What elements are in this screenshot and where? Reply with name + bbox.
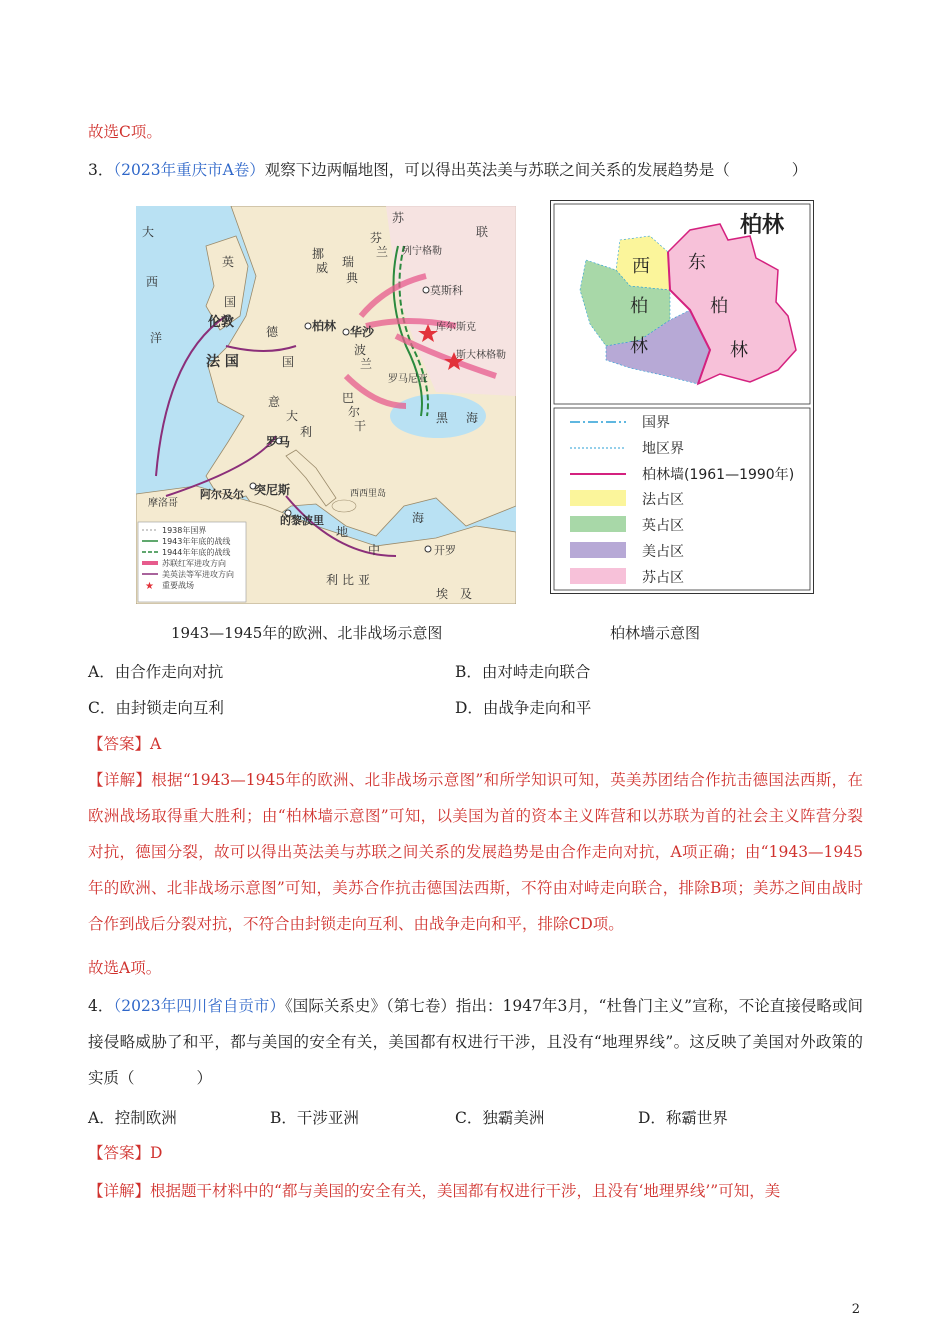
svg-text:典: 典	[346, 271, 359, 285]
q3-option-c[interactable]: C．由封锁走向互利	[88, 699, 224, 717]
svg-text:国: 国	[282, 355, 295, 369]
svg-text:大: 大	[142, 225, 155, 239]
svg-text:法 国: 法 国	[206, 354, 239, 370]
svg-text:1938年国界: 1938年国界	[162, 526, 207, 535]
svg-text:西: 西	[146, 275, 159, 289]
previous-conclusion: 故选C项。	[88, 123, 162, 141]
svg-text:波: 波	[354, 343, 367, 357]
q3-option-b[interactable]: B．由对峙走向联合	[455, 663, 591, 681]
svg-text:威: 威	[316, 261, 329, 275]
legend-british: 英占区	[642, 518, 684, 534]
svg-text:库尔斯克: 库尔斯克	[436, 322, 476, 333]
legend-border: 国界	[642, 415, 670, 431]
svg-text:利: 利	[326, 573, 339, 587]
east-char-2: 柏	[710, 296, 728, 317]
svg-text:华沙: 华沙	[350, 325, 375, 339]
q4-analysis	[88, 1181, 863, 1201]
svg-text:大: 大	[286, 409, 299, 423]
q3-answer: 【答案】A	[88, 735, 162, 753]
svg-text:突尼斯: 突尼斯	[254, 483, 291, 497]
svg-text:芬: 芬	[370, 231, 383, 245]
svg-text:尔: 尔	[348, 405, 361, 419]
svg-text:国: 国	[224, 295, 237, 309]
legend-american: 美占区	[642, 544, 684, 560]
svg-text:罗马: 罗马	[266, 435, 291, 449]
east-char-1: 东	[688, 252, 706, 273]
question-4-stem	[88, 988, 863, 1096]
europe-war-map	[136, 206, 516, 608]
analysis-text: 根据“1943—1945年的欧洲、北非战场示意图”和所学知识可知，英美苏团结合作抗击德国法西斯，在欧洲战场取得重大胜利；由“柏林墙示意图”可知，以美国为首的资本主义阵营和以苏联为首的社会主义阵营分裂对抗，德国分裂，故可以得出英法美与苏联之间关系的发展趋势是由合作走向对抗，A项正确；由“1943—1945年的欧洲、北非战场示意图”可知，美苏合作抗击德国法西斯，不符由对峙走向联合，排除B项；美苏之间由战时合作到战后分裂对抗，不符合由封锁走向互利、由战争走向和平，排除CD项。	[88, 771, 863, 933]
analysis-label: 【详解】	[88, 1182, 151, 1200]
q4-option-c[interactable]: C．独霸美洲	[455, 1109, 545, 1127]
svg-text:莫斯科: 莫斯科	[430, 284, 463, 297]
question-number: 4．	[88, 997, 114, 1015]
svg-text:海: 海	[412, 511, 425, 525]
svg-text:兰: 兰	[376, 245, 389, 259]
legend-french: 法占区	[642, 492, 684, 508]
west-char-3: 林	[630, 336, 648, 357]
east-char-3: 林	[730, 340, 748, 361]
svg-text:挪: 挪	[312, 247, 325, 261]
svg-text:开罗: 开罗	[434, 544, 456, 557]
question-text: 观察下边两幅地图，可以得出英法美与苏联之间关系的发展趋势是（ ）	[264, 161, 808, 179]
west-char-2: 柏	[630, 296, 648, 317]
svg-text:苏: 苏	[392, 211, 405, 225]
svg-text:干: 干	[354, 419, 367, 433]
svg-text:苏联红军进攻方向: 苏联红军进攻方向	[162, 559, 226, 568]
svg-text:德: 德	[266, 325, 279, 339]
svg-text:列宁格勒: 列宁格勒	[402, 246, 442, 257]
q4-option-d[interactable]: D．称霸世界	[638, 1109, 728, 1127]
svg-text:利: 利	[300, 425, 313, 439]
berlin-wall-map	[550, 200, 814, 598]
question-source: （2023年重庆市A卷）	[113, 161, 265, 179]
right-figure-caption: 柏林墙示意图	[610, 624, 701, 642]
svg-text:重要战场: 重要战场	[162, 581, 194, 590]
svg-text:1944年年底的战线: 1944年年底的战线	[162, 548, 231, 557]
svg-text:联: 联	[476, 225, 489, 239]
q3-analysis	[88, 762, 863, 942]
question-3-stem	[88, 160, 807, 180]
q4-option-b[interactable]: B．干涉亚洲	[270, 1109, 359, 1127]
legend-district: 地区界	[642, 441, 684, 457]
svg-text:英: 英	[222, 255, 235, 269]
svg-text:地: 地	[336, 525, 349, 539]
svg-text:海: 海	[466, 411, 479, 425]
svg-text:伦敦: 伦敦	[208, 315, 235, 330]
q3-conclusion: 故选A项。	[88, 959, 162, 977]
svg-text:洋: 洋	[150, 331, 163, 345]
page-number: 2	[851, 1302, 860, 1317]
legend-wall: 柏林墙(1961—1990年)	[642, 467, 795, 483]
question-source: （2023年四川省自贡市）	[113, 997, 285, 1015]
svg-text:斯大林格勒: 斯大林格勒	[456, 350, 506, 361]
left-figure-caption: 1943—1945年的欧洲、北非战场示意图	[171, 624, 443, 642]
question-text: 《国际关系史》（第七卷）指出：1947年3月，“杜鲁门主义”宣称，不论直接侵略或间接侵略威胁了和平，都与美国的安全有关，美国都有权进行干涉，且没有“地理界线”。这反映了美国对外政策的实质（ ）	[88, 997, 863, 1087]
svg-text:哥: 哥	[168, 498, 178, 509]
svg-text:西西里岛: 西西里岛	[350, 489, 387, 499]
analysis-text: 根据题干材料中的“都与美国的安全有关，美国都有权进行干涉，且没有‘地理界线’”可知，美	[150, 1182, 781, 1200]
svg-text:埃: 埃	[436, 587, 449, 601]
svg-text:巴: 巴	[342, 391, 355, 405]
svg-text:亚: 亚	[358, 573, 371, 587]
svg-text:中: 中	[368, 543, 381, 557]
q4-option-a[interactable]: A．控制欧洲	[88, 1109, 177, 1127]
svg-text:瑞: 瑞	[342, 255, 355, 269]
svg-text:柏林: 柏林	[312, 319, 337, 333]
svg-text:罗马尼亚: 罗马尼亚	[388, 374, 428, 385]
q3-option-a[interactable]: A．由合作走向对抗	[88, 663, 224, 681]
svg-text:★: ★	[145, 581, 154, 592]
question-number: 3．	[88, 161, 114, 179]
svg-text:比: 比	[342, 573, 355, 587]
svg-text:美英法等军进攻方向: 美英法等军进攻方向	[162, 570, 234, 579]
q4-answer: 【答案】D	[88, 1144, 163, 1162]
legend-soviet: 苏占区	[642, 570, 684, 586]
west-char-1: 西	[632, 256, 650, 277]
svg-text:洛: 洛	[158, 498, 168, 509]
svg-text:的黎波里: 的黎波里	[280, 514, 324, 527]
svg-text:意: 意	[268, 395, 281, 409]
svg-text:黑: 黑	[436, 411, 449, 425]
svg-text:及: 及	[460, 587, 473, 601]
analysis-label: 【详解】	[88, 771, 152, 789]
svg-text:摩: 摩	[148, 498, 158, 509]
svg-text:阿尔及尔: 阿尔及尔	[200, 488, 244, 501]
svg-text:兰: 兰	[360, 357, 373, 371]
berlin-title: 柏林	[740, 213, 785, 238]
q3-option-d[interactable]: D．由战争走向和平	[455, 699, 592, 717]
svg-text:1943年年底的战线: 1943年年底的战线	[162, 537, 231, 546]
